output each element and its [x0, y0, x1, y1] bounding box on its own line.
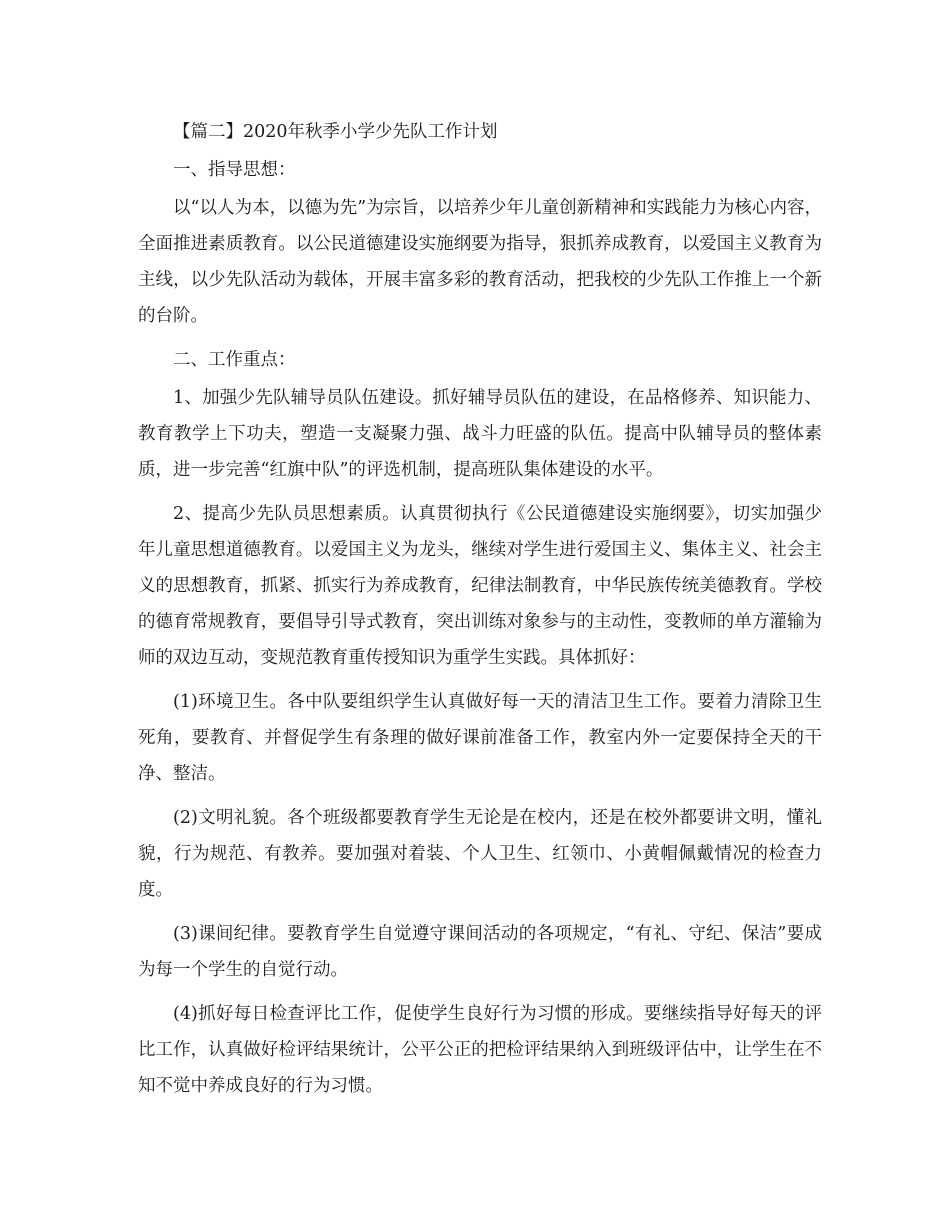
document-title: 【篇二】2020年秋季小学少先队工作计划 [173, 122, 498, 142]
paragraph-sub-3: (3)课间纪律。要教育学生自觉遵守课间活动的各项规定，“有礼、守纪、保洁”要成为每一个学生的自觉行动。 [138, 924, 822, 980]
paragraph-guiding-ideology: 以“以人为本，以德为先”为宗旨，以培养少年儿童创新精神和实践能力为核心内容，全面推进素质教育。以公民道德建设实施纲要为指导，狠抓养成教育，以爱国主义教育为主线，以少先队活动为载体，开展丰富多彩的教育活动，把我校的少先队工作推上一个新的台阶。 [138, 198, 822, 326]
paragraph-sub-1: (1)环境卫生。各中队要组织学生认真做好每一天的清洁卫生工作。要着力清除卫生死角，要教育、并督促学生有条理的做好课前准备工作，教室内外一定要保持全天的干净、整洁。 [138, 692, 822, 784]
paragraph-item-2: 2、提高少先队员思想素质。认真贯彻执行《公民道德建设实施纲要》，切实加强少年儿童思想道德教育。以爱国主义为龙头，继续对学生进行爱国主义、集体主义、社会主义的思想教育，抓紧、抓实行为养成教育，纪律法制教育，中华民族传统美德教育。学校的德育常规教育，要倡导引导式教育，突出训练对象参与的主动性，变教师的单方灌输为师的双边互动，变规范教育重传授知识为重学生实践。具体抓好： [138, 504, 822, 668]
paragraph-sub-2: (2)文明礼貌。各个班级都要教育学生无论是在校内，还是在校外都要讲文明，懂礼貌，行为规范、有教养。要加强对着装、个人卫生、红领巾、小黄帽佩戴情况的检查力度。 [138, 808, 822, 900]
document-body [138, 114, 822, 1104]
section-heading-guiding-ideology: 一、指导思想： [173, 160, 296, 180]
section-heading-work-focus: 二、工作重点： [173, 350, 296, 370]
paragraph-sub-4: (4)抓好每日检查评比工作，促使学生良好行为习惯的形成。要继续指导好每天的评比工作，认真做好检评结果统计，公平公正的把检评结果纳入到班级评估中，让学生在不知不觉中养成良好的行为习惯。 [138, 1004, 822, 1096]
paragraph-item-1: 1、加强少先队辅导员队伍建设。抓好辅导员队伍的建设，在品格修养、知识能力、教育教学上下功夫，塑造一支凝聚力强、战斗力旺盛的队伍。提高中队辅导员的整体素质，进一步完善“红旗中队”的评选机制，提高班队集体建设的水平。 [138, 388, 822, 480]
